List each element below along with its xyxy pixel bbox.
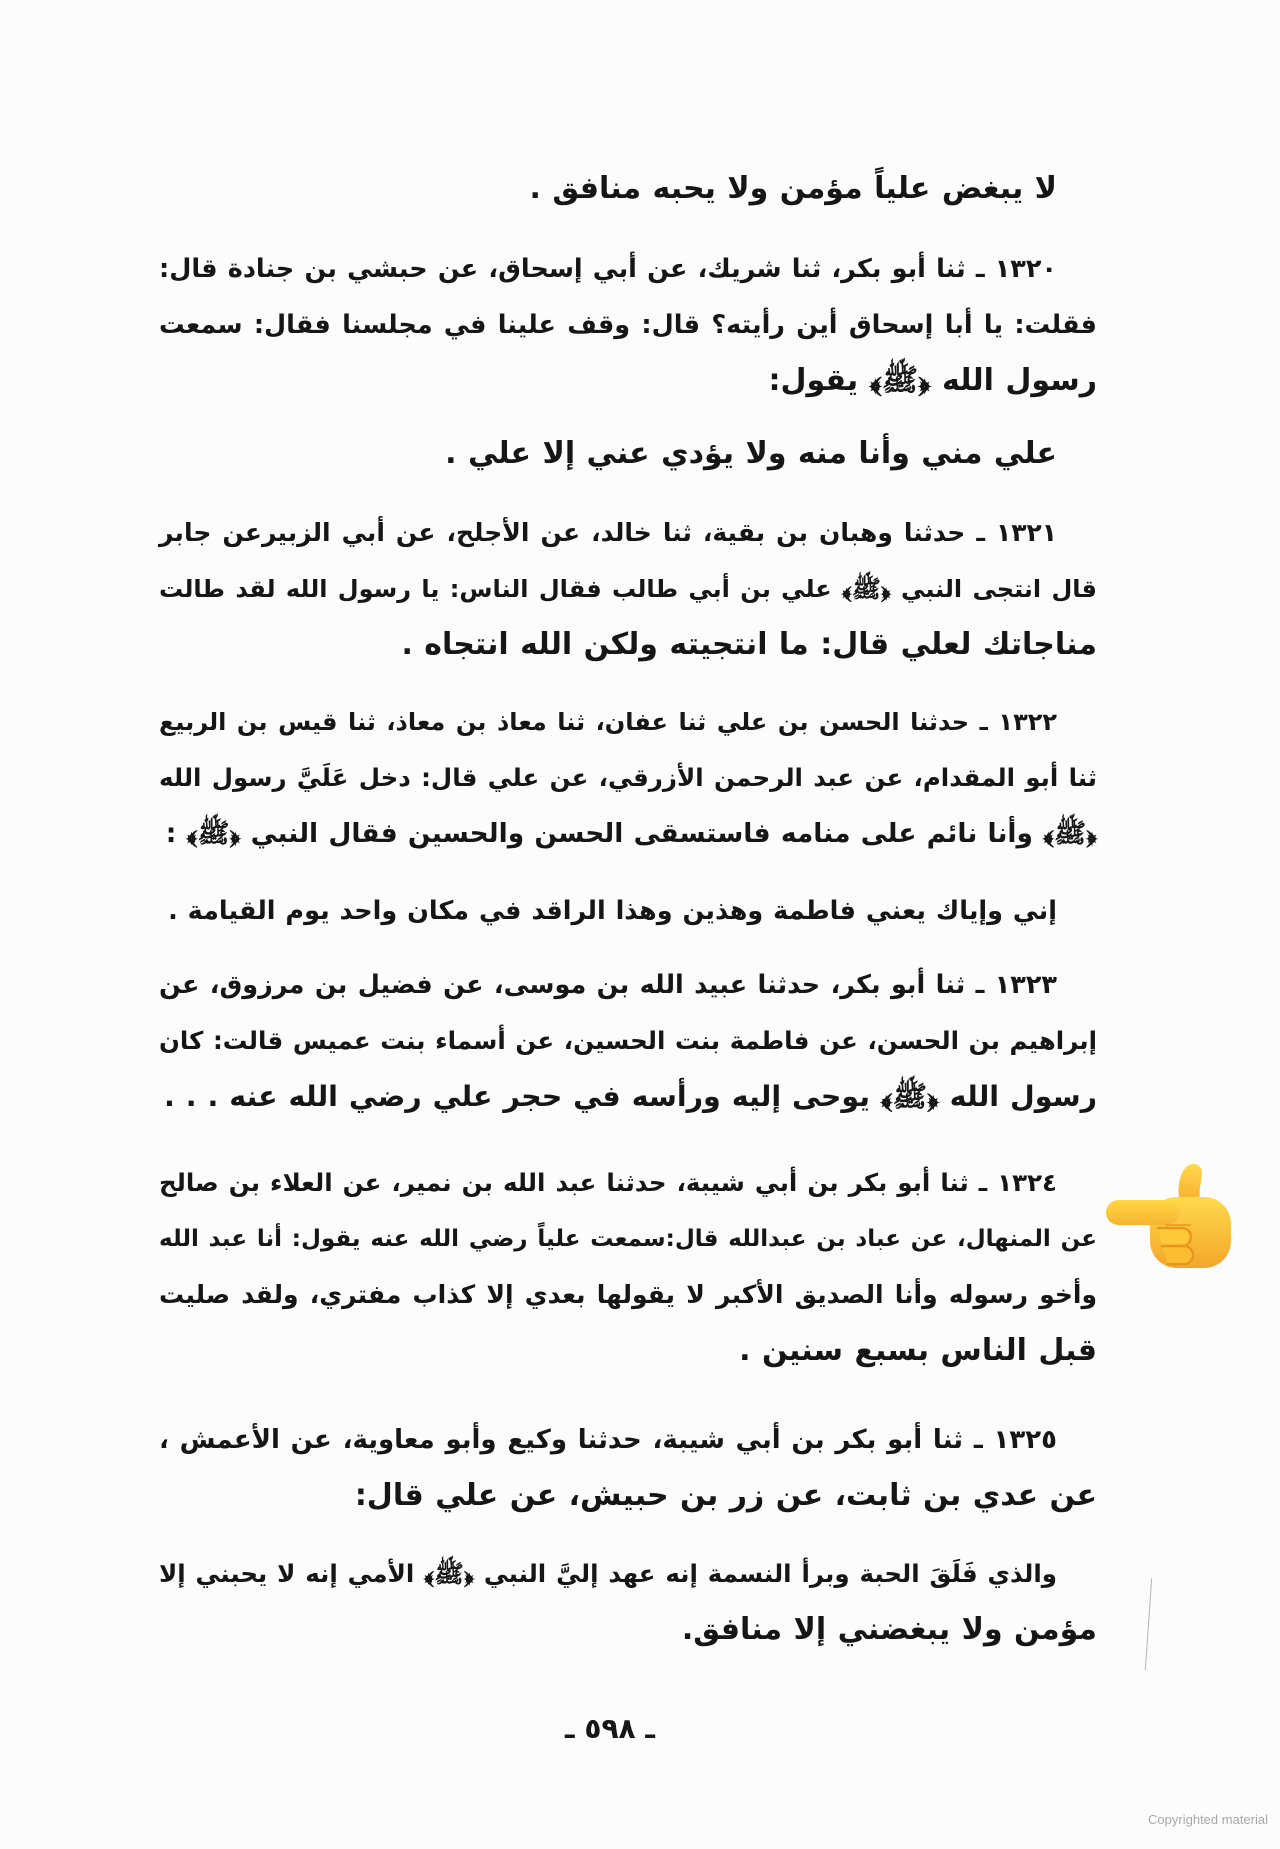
- hadith-1324: [159, 1155, 1097, 1379]
- hadith-1320: [159, 241, 1097, 409]
- hadith-number: ١٣٢١: [995, 518, 1057, 547]
- pointing-hand-left-icon-graphic: [1106, 1162, 1231, 1268]
- hadith-1323: [159, 957, 1097, 1125]
- hadith-line: عن المنهال، عن عباد بن عبدالله قال:سمعت علياً رضي الله عنه يقول: أنا عبد الله: [159, 1226, 1097, 1252]
- hadith-line: إبراهيم بن الحسن، عن فاطمة بنت الحسين، عن أسماء بنت عميس قالت: كان: [159, 1026, 1097, 1055]
- hadith-1321: [159, 505, 1097, 673]
- hadith-line-text: ـ حدثنا الحسن بن علي ثنا عفان، ثنا معاذ بن معاذ، ثنا قيس بن الربيع: [159, 708, 988, 736]
- hadith-number: ١٣٢٢: [998, 708, 1058, 736]
- hadith-line: [159, 694, 1097, 750]
- hadith-line: [159, 241, 1097, 297]
- pointing-hand-left-icon: [1106, 1162, 1231, 1268]
- hadith-number: ١٣٢٤: [997, 1168, 1058, 1197]
- hadith-line: [159, 1412, 1097, 1468]
- hadith-line-text: ـ ثنا أبو بكر بن أبي شيبة، حدثنا وكيع وأبو معاوية، عن الأعمش ،: [159, 1425, 983, 1455]
- hadith-line: عن عدي بن ثابت، عن زر بن حبيش، عن علي قال:: [354, 1478, 1097, 1513]
- hadith-line-text: ـ ثنا أبو بكر بن أبي شيبة، حدثنا عبد الله بن نمير، عن العلاء بن صالح: [159, 1168, 988, 1197]
- quote-line: علي مني وأنا منه ولا يؤدي عني إلا علي .: [445, 436, 1057, 471]
- hadith-line-text: ـ ثنا أبو بكر، ثنا شريك، عن أبي إسحاق، عن حبشي بن جنادة قال:: [159, 254, 985, 284]
- hadith-line-text: ـ ثنا أبو بكر، حدثنا عبيد الله بن موسى، عن فضيل بن مرزوق، عن: [159, 970, 985, 1000]
- quote-line: مؤمن ولا يبغضني إلا منافق.: [681, 1612, 1097, 1647]
- page-number: ـ ٥٩٨ ـ: [565, 1712, 655, 1745]
- quote-line: والذي فَلَقَ الحبة وبرأ النسمة إنه عهد إليَّ النبي ﴿ﷺ﴾ الأمي إنه لا يحبني إلا: [159, 1559, 1057, 1588]
- hadith-1320-quote: [159, 426, 1097, 482]
- hadith-line: رسول الله ﴿ﷺ﴾ يوحى إليه ورأسه في حجر علي رضي الله عنه . . .: [164, 1080, 1097, 1113]
- hadith-line: ﴿ﷺ﴾ وأنا نائم على منامه فاستسقى الحسن والحسين فقال النبي ﴿ﷺ﴾ :: [165, 818, 1097, 849]
- hadith-line-text: ـ حدثنا وهبان بن بقية، ثنا خالد، عن الأجلح، عن أبي الزبيرعن جابر: [159, 518, 985, 547]
- hadith-line: قال انتجى النبي ﴿ﷺ﴾ علي بن أبي طالب فقال الناس: يا رسول الله لقد طالت: [159, 575, 1097, 603]
- scan-artifact-line: [1145, 1578, 1152, 1670]
- hadith-number: ١٣٢٠: [994, 254, 1057, 284]
- hadith-number: ١٣٢٥: [993, 1425, 1057, 1455]
- continuation-line: لا يبغض علياً مؤمن ولا يحبه منافق .: [529, 171, 1057, 206]
- hadith-line: فقلت: يا أبا إسحاق أين رأيته؟ قال: وقف علينا في مجلسنا فقال: سمعت: [159, 310, 1097, 340]
- hadith-line: [159, 1155, 1097, 1211]
- hadith-line: [159, 957, 1097, 1013]
- hadith-line: قبل الناس بسبع سنين .: [739, 1333, 1097, 1368]
- hadith-1325-quote: [159, 1546, 1097, 1658]
- hadith-1322-quote: [159, 883, 1097, 939]
- hadith-line: مناجاتك لعلي قال: ما انتجيته ولكن الله انتجاه .: [401, 627, 1097, 662]
- hadith-line: رسول الله ﴿ﷺ﴾ يقول:: [768, 363, 1097, 398]
- text-block: [159, 161, 1097, 1658]
- hadith-number: ١٣٢٣: [994, 970, 1057, 1000]
- hadith-line: وأخو رسوله وأنا الصديق الأكبر لا يقولها بعدي إلا كذاب مفتري، ولقد صليت: [159, 1280, 1097, 1309]
- quote-line: إني وإياك يعني فاطمة وهذين وهذا الراقد في مكان واحد يوم القيامة .: [168, 896, 1057, 926]
- hadith-1325: [159, 1412, 1097, 1524]
- hadith-line: ثنا أبو المقدام، عن عبد الرحمن الأزرقي، عن علي قال: دخل عَلَيَّ رسول الله: [159, 763, 1097, 792]
- copyright-notice: Copyrighted material: [1148, 1812, 1268, 1827]
- hadith-line: [159, 505, 1097, 561]
- hadith-1322: [159, 694, 1097, 862]
